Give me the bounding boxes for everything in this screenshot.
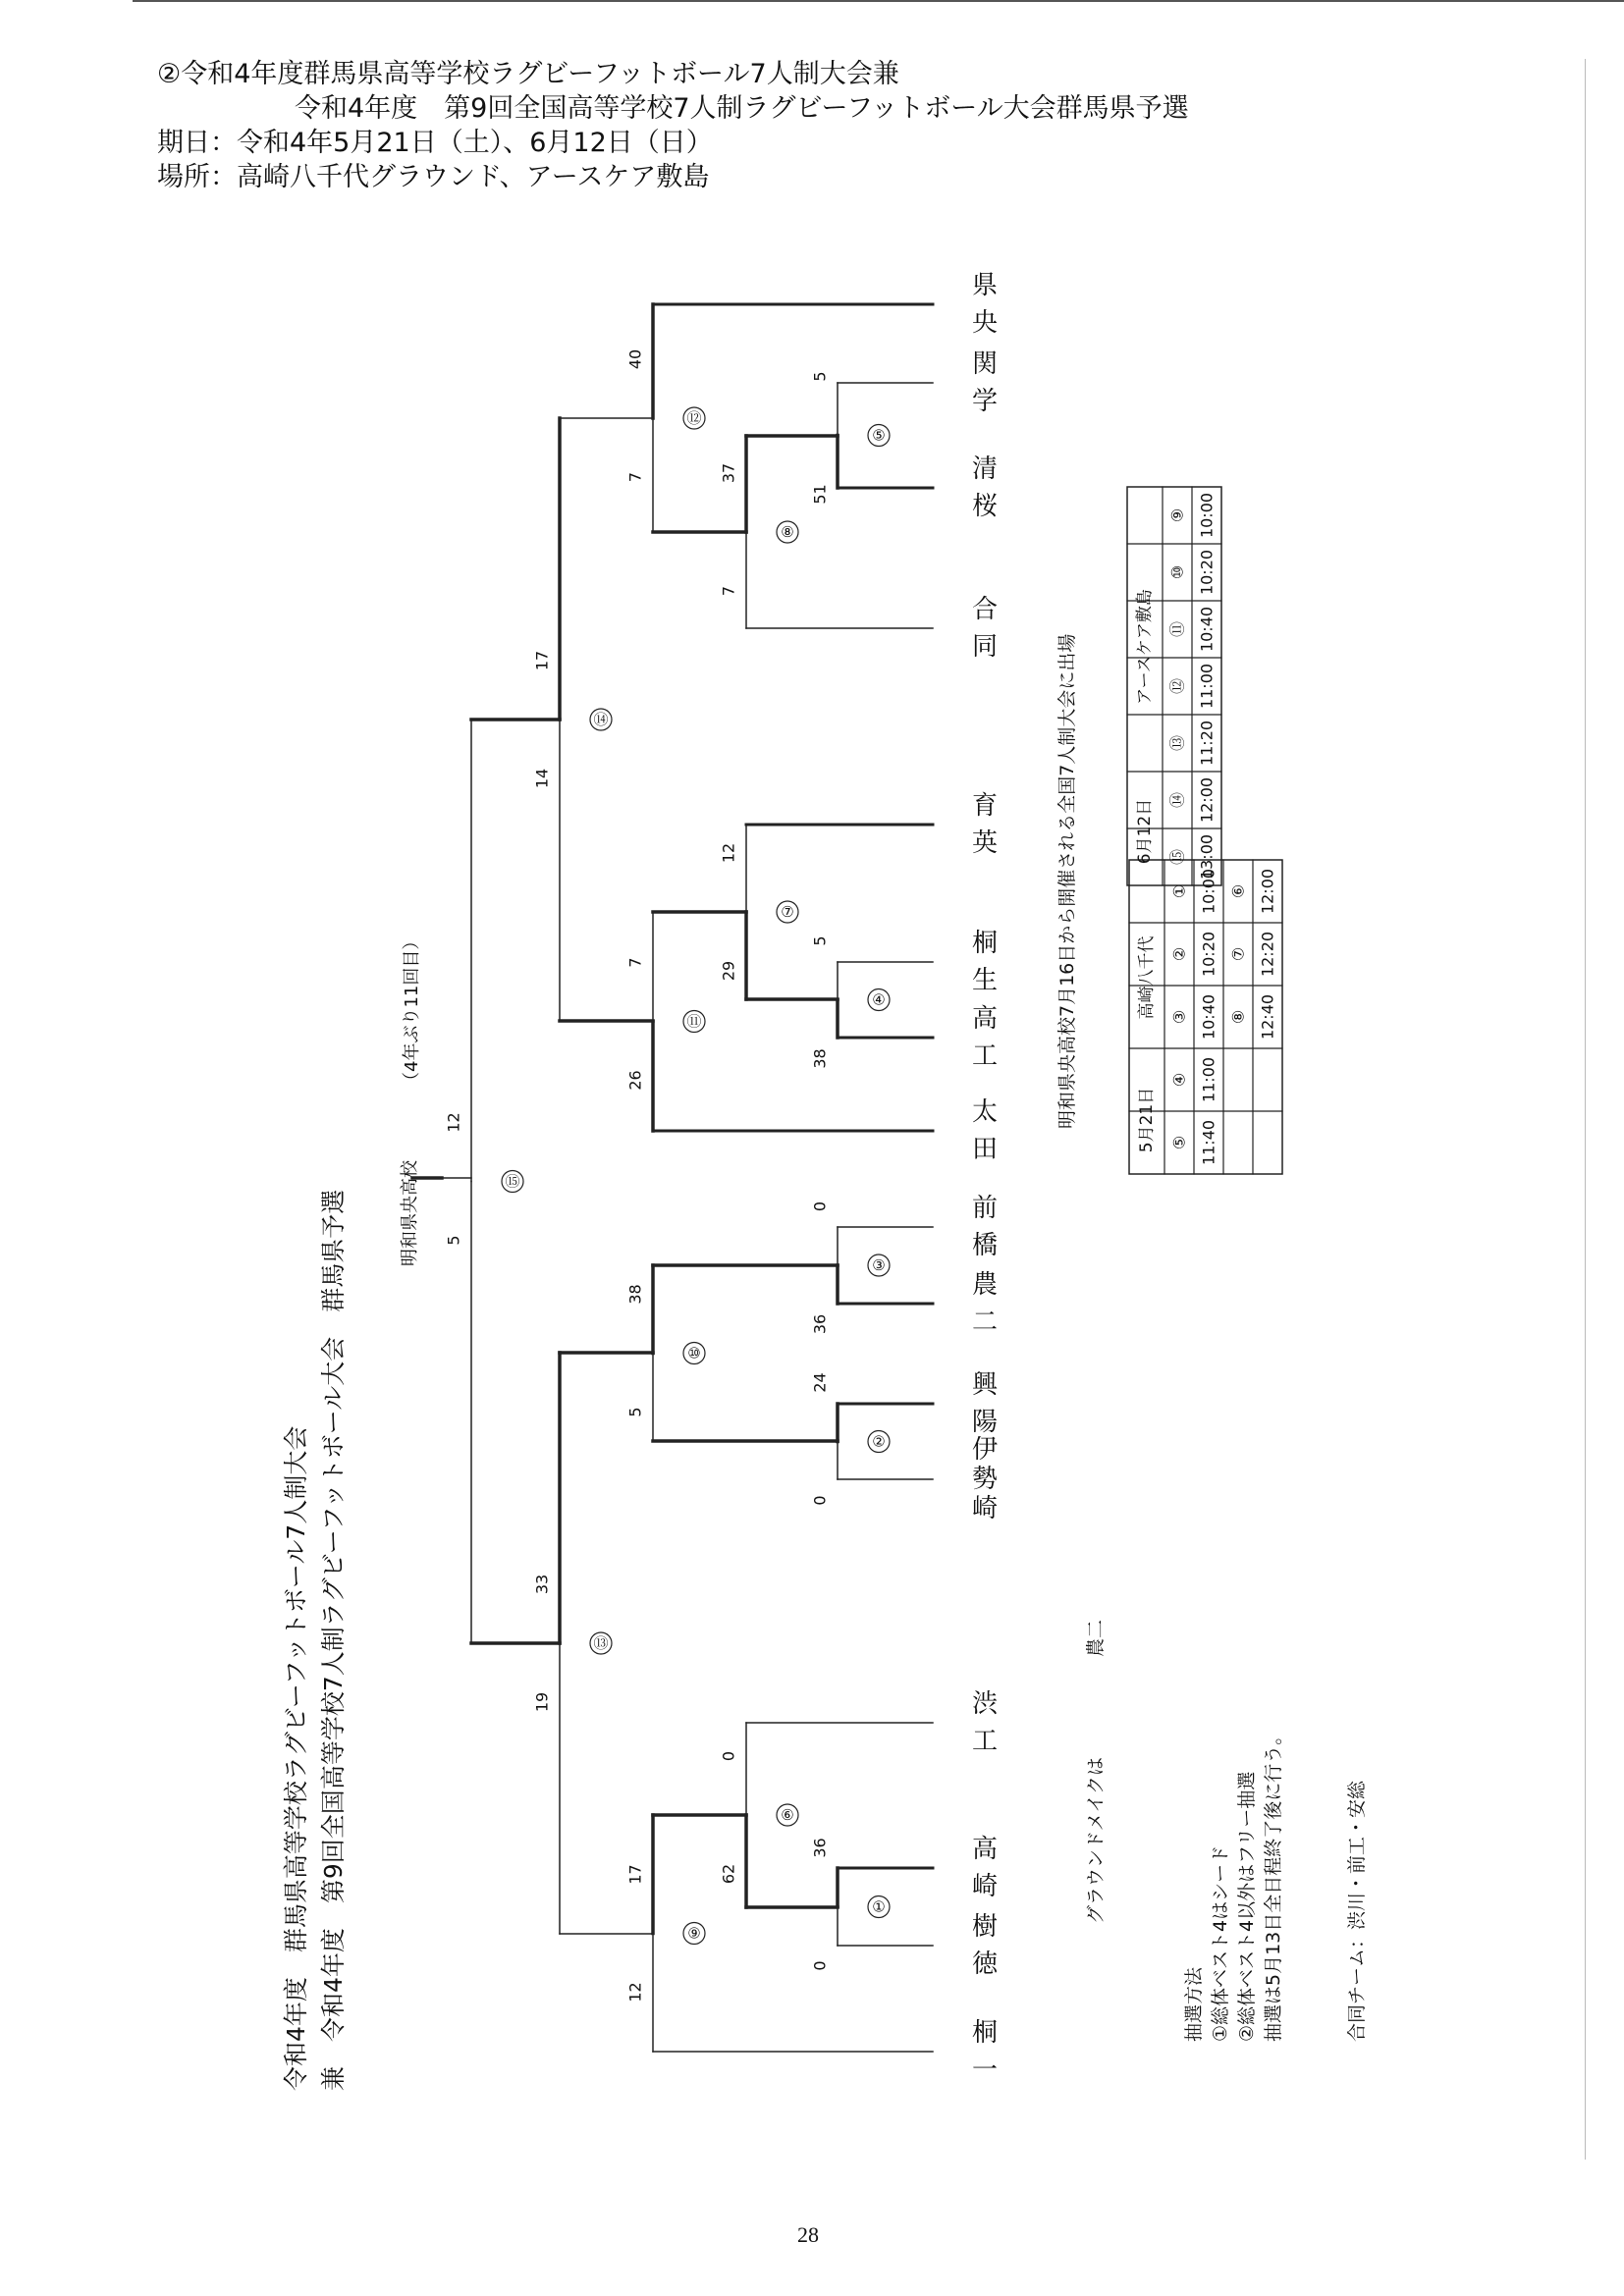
schedule-day2-cell-6-1: 10:00 [1197,492,1217,539]
score-m4-a: 38 [810,1048,830,1069]
champion-name: 明和県央高校 [400,1160,420,1266]
schedule-day1-cell-0-1: 11:40 [1199,1119,1218,1166]
team-name-2: 高崎 [971,1835,999,1901]
header-venue: 場所：高崎八千代グラウンド、アースケア敷島 [157,162,710,192]
schedule-day1-cell-4-3: 12:00 [1258,868,1277,915]
team-name-5: 興陽 [971,1370,999,1437]
score-m13-a: 19 [532,1691,552,1713]
qualify-note: 明和県央高校7月16日から開催される全国7人制大会に出場 [1056,633,1078,1129]
schedule-day2-cell-3-0: ⑫ [1167,677,1187,695]
team-name-1: 樹徳 [971,1912,999,1979]
schedule-day2-cell-0-1: 13:00 [1197,833,1217,881]
champion-note: （4年ぶり11回目） [402,932,422,1090]
team-name-15: 県央 [971,271,999,338]
match-number-m10: ⑩ [687,1344,701,1362]
match-number-m2: ② [872,1432,886,1451]
score-m11-a: 26 [625,1070,645,1091]
champion-label [400,1159,420,1266]
match-number-m11: ⑪ [686,1012,702,1031]
bracket-title-line1: 令和4年度 群馬県高等学校ラグビーフットボール7人制大会 [282,1425,310,2091]
match-number-m5: ⑤ [872,426,886,445]
match-number-m1: ① [872,1897,886,1916]
score-m10-a: 5 [625,1407,645,1417]
schedule-day1-cell-2-3: 12:40 [1258,993,1277,1041]
score-m7-b: 12 [719,842,738,864]
page-number: 28 [797,2222,819,2247]
score-m5-b: 5 [810,371,830,382]
score-m6-a: 62 [719,1863,738,1885]
joint-team-text: 合同チーム：渋川・前工・安総 [1346,1780,1368,2042]
score-m2-a: 0 [810,1495,830,1506]
score-m5-a: 51 [810,484,830,505]
score-m14-b: 17 [532,650,552,671]
score-m12-b: 40 [625,348,645,370]
score-m15-a: 5 [444,1235,463,1246]
schedule-day2-cell-3-1: 11:00 [1197,663,1217,710]
schedule-day1-cell-3-1: 10:20 [1199,931,1218,978]
header-title-line1: ②令和4年度群馬県高等学校ラグビーフットボール7人制大会兼 [157,59,899,89]
schedule-day2-cell-5-0: ⑩ [1167,564,1187,580]
schedule-day1-cell-4-0: ① [1169,883,1189,899]
match-number-m13: ⑬ [593,1634,609,1652]
ground-make-label: グラウンドメイクは [1085,1756,1107,1924]
score-m7-a: 29 [719,960,738,982]
schedule-day1-cell-2-0: ③ [1169,1009,1189,1025]
lottery-rule-2: ②総体ベスト4以外はフリー抽選 [1236,1771,1258,2042]
match-number-m8: ⑧ [781,523,794,541]
schedule-day1-cell-2-1: 10:40 [1199,993,1218,1041]
team-name-10: 桐生 [971,929,999,995]
schedule-day1-cell-2-2: ⑧ [1228,1009,1248,1025]
match-number-m12: ⑫ [686,409,702,427]
qualify-note-label [1056,634,1078,1129]
team-name-6: 農二 [971,1270,999,1337]
score-m13-b: 33 [532,1574,552,1595]
schedule-day1-cell-3-3: 12:20 [1258,931,1277,978]
score-m10-b: 38 [625,1284,645,1305]
lottery-notes [1183,1727,1284,2042]
match-number-m14: ⑭ [593,711,609,728]
score-m12-a: 7 [625,471,645,483]
team-name-4: 伊勢崎 [971,1435,999,1523]
schedule-day2-cell-2-1: 11:20 [1197,720,1217,767]
schedule-day2-cell-6-0: ⑨ [1167,507,1187,523]
score-m14-a: 14 [532,768,552,789]
champion-note-label [401,933,422,1090]
score-m1-b: 36 [810,1838,830,1858]
header-title-line2: 令和4年度 第9回全国高等学校7人制ラグビーフットボール大会群馬県予選 [295,93,1189,124]
team-name-8: 太田 [971,1097,999,1164]
team-name-14: 関学 [971,349,999,416]
score-m1-a: 0 [810,1960,830,1971]
joint-team-note [1346,1780,1368,2042]
header-date: 期日：令和4年5月21日（土）、6月12日（日） [157,128,713,158]
score-m9-b: 17 [625,1864,645,1885]
schedule-day1-cell-0-0: ⑤ [1169,1135,1189,1150]
schedule-day2-header-date: 6月12日 [1135,798,1155,865]
schedule-day2-cell-4-1: 10:40 [1197,606,1217,653]
team-name-11: 育英 [971,791,999,858]
team-name-9: 高工 [971,1004,999,1071]
team-name-3: 渋工 [971,1689,999,1756]
schedule-day1-cell-1-1: 11:00 [1199,1056,1218,1103]
score-m6-b: 0 [719,1750,738,1762]
schedule-day2-cell-2-0: ⑬ [1167,734,1187,752]
score-m4-b: 5 [810,935,830,946]
schedule-day1-cell-1-0: ④ [1169,1072,1189,1088]
schedule-day1-cell-4-1: 10:00 [1199,868,1218,915]
match-number-m6: ⑥ [781,1806,794,1824]
schedule-day2-cell-1-0: ⑭ [1167,791,1187,809]
schedule-day2-header-venue: アースケア敷島 [1135,589,1155,705]
score-m3-b: 0 [810,1201,830,1212]
score-m8-b: 37 [719,462,738,484]
bracket-title-line2: 兼 令和4年度 第9回全国高等学校7人制ラグビーフットボール大会 群馬県予選 [319,1189,348,2091]
ground-make-value: 農二 [1085,1619,1107,1657]
score-m9-a: 12 [625,1982,645,2002]
schedule-day1-cell-3-0: ② [1169,946,1189,962]
match-number-m15: ⑮ [505,1172,520,1191]
ground-make [1085,1620,1107,1924]
team-name-13: 清桜 [971,454,999,521]
score-m2-b: 24 [810,1372,830,1393]
schedule-day2-cell-0-0: ⑮ [1167,848,1187,866]
bracket-title [282,1189,348,2091]
schedule-day2-cell-1-1: 12:00 [1197,776,1217,824]
schedule-day2-cell-4-0: ⑪ [1167,620,1187,638]
schedule-day1-header-venue: 高崎八千代 [1137,935,1157,1020]
lottery-rule-1: ①総体ベスト4はシード [1210,1844,1231,2042]
team-name-0: 桐一 [971,2018,999,2085]
score-m15-b: 12 [444,1112,463,1133]
schedule-day1-cell-3-2: ⑦ [1228,946,1248,962]
score-m11-b: 7 [625,957,645,968]
team-name-7: 前橋 [971,1194,999,1260]
schedule-day1-header-date: 5月21日 [1137,1087,1157,1153]
match-number-m3: ③ [872,1256,886,1274]
lottery-title: 抽選方法 [1183,1966,1205,2042]
score-m3-a: 36 [810,1313,830,1335]
match-number-m4: ④ [872,990,886,1009]
match-number-m7: ⑦ [781,903,794,921]
schedule-day1-cell-4-2: ⑥ [1228,883,1248,899]
lottery-rule-3: 抽選は5月13日全日程終了後に行う。 [1263,1726,1284,2042]
schedule-day2-cell-5-1: 10:20 [1197,549,1217,596]
match-number-m9: ⑨ [687,1924,701,1943]
score-m8-a: 7 [719,585,738,597]
team-name-12: 合同 [971,595,999,662]
